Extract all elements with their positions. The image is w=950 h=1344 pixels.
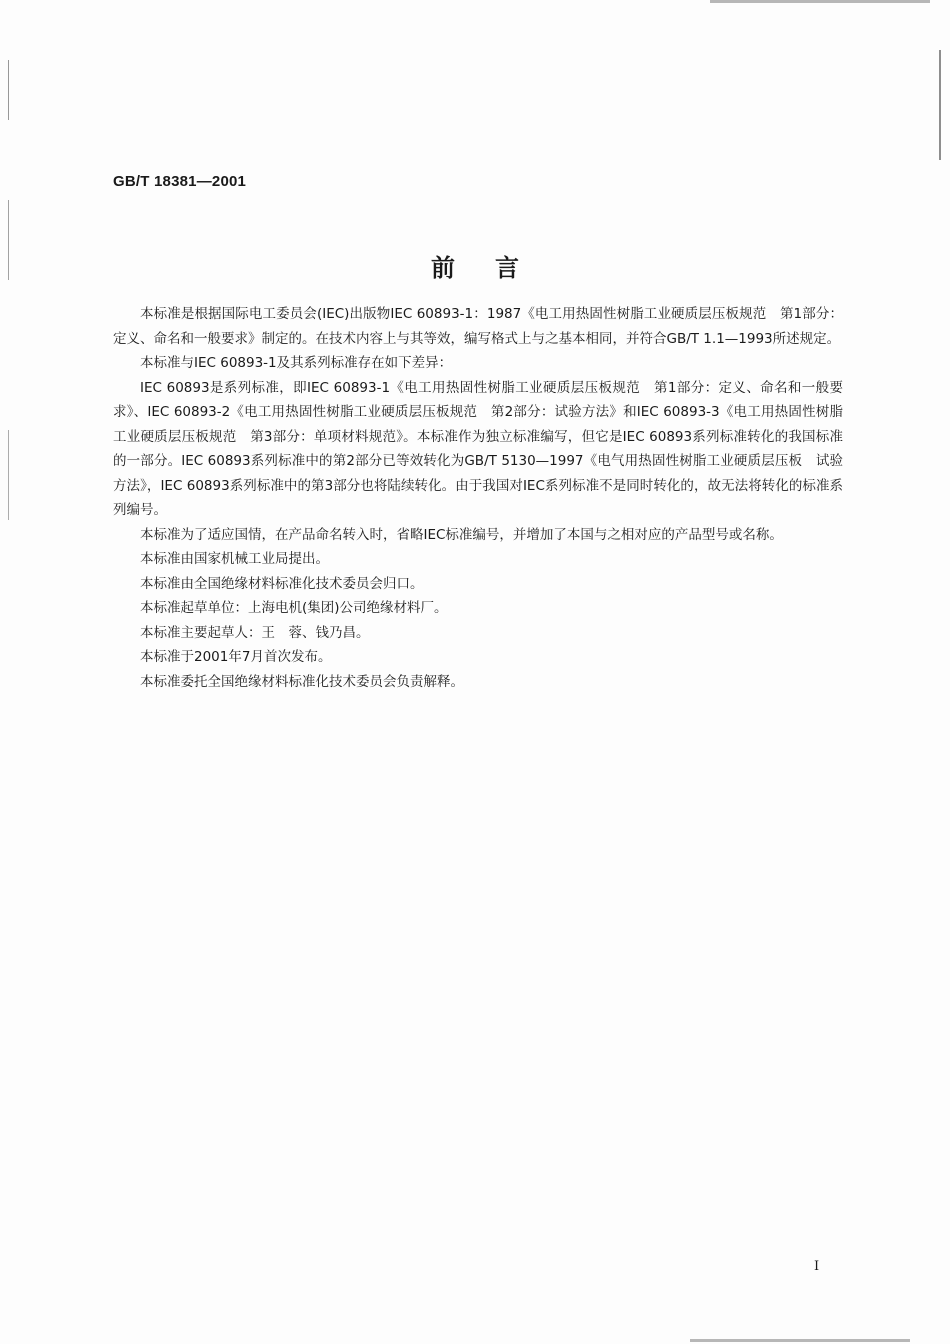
paragraph: 本标准委托全国绝缘材料标准化技术委员会负责解释。: [140, 673, 464, 690]
paragraph: 本标准为了适应国情，在产品命名转入时，省略IEC标准编号，并增加了本国与之相对应的产品型号或名称。: [140, 526, 783, 543]
paragraph: 本标准由国家机械工业局提出。: [140, 551, 329, 567]
foreword-body: [113, 302, 843, 694]
paragraph: 本标准与IEC 60893-1及其系列标准存在如下差异：: [140, 355, 453, 371]
scan-edge-mark: [8, 430, 9, 520]
paragraph: 本标准起草单位：上海电机(集团)公司绝缘材料厂。: [140, 600, 448, 616]
paragraph: IEC 60893是系列标准，即IEC 60893-1《电工用热固性树脂工业硬质层压板规范 第1部分：定义、命名和一般要求》、IEC 60893-2《电工用热固性树脂工业硬质层压板规范 第2部分：试验方法》和IEC 60893-3《电工用热固性树脂工业硬质层压板规范 第3部分：单项材料规范》。本标准作为独立标准编写，但它是IEC 60893系列标准转化的我国标准的一部分。IEC 60893系列标准中的第2部分已等效转化为GB/T 5130—1997《电气用热固性树脂工业硬质层压板 试验方法》，IEC 60893系列标准中的第3部分也将陆续转化。由于我国对IEC系列标准不是同时转化的，故无法将转化的标准系列编号。: [113, 379, 843, 518]
scan-edge-mark: [8, 60, 9, 120]
scan-edge-mark: [710, 0, 930, 3]
page-number: I: [814, 1259, 820, 1274]
paragraph: 本标准是根据国际电工委员会(IEC)出版物IEC 60893-1：1987《电工用热固性树脂工业硬质层压板规范 第1部分：定义、命名和一般要求》制定的。在技术内容上与其等效，编写格式上与之基本相同，并符合GB/T 1.1—1993所述规定。: [113, 306, 843, 347]
scan-edge-mark: [690, 1339, 910, 1342]
paragraph: 本标准于2001年7月首次发布。: [140, 649, 332, 665]
standard-code: GB/T 18381—2001: [113, 173, 247, 190]
paragraph: 本标准由全国绝缘材料标准化技术委员会归口。: [140, 575, 424, 592]
scan-edge-mark: [939, 50, 941, 160]
paragraph: 本标准主要起草人：王 蓉、钱乃昌。: [140, 624, 370, 641]
page-title: 前言: [431, 254, 559, 282]
